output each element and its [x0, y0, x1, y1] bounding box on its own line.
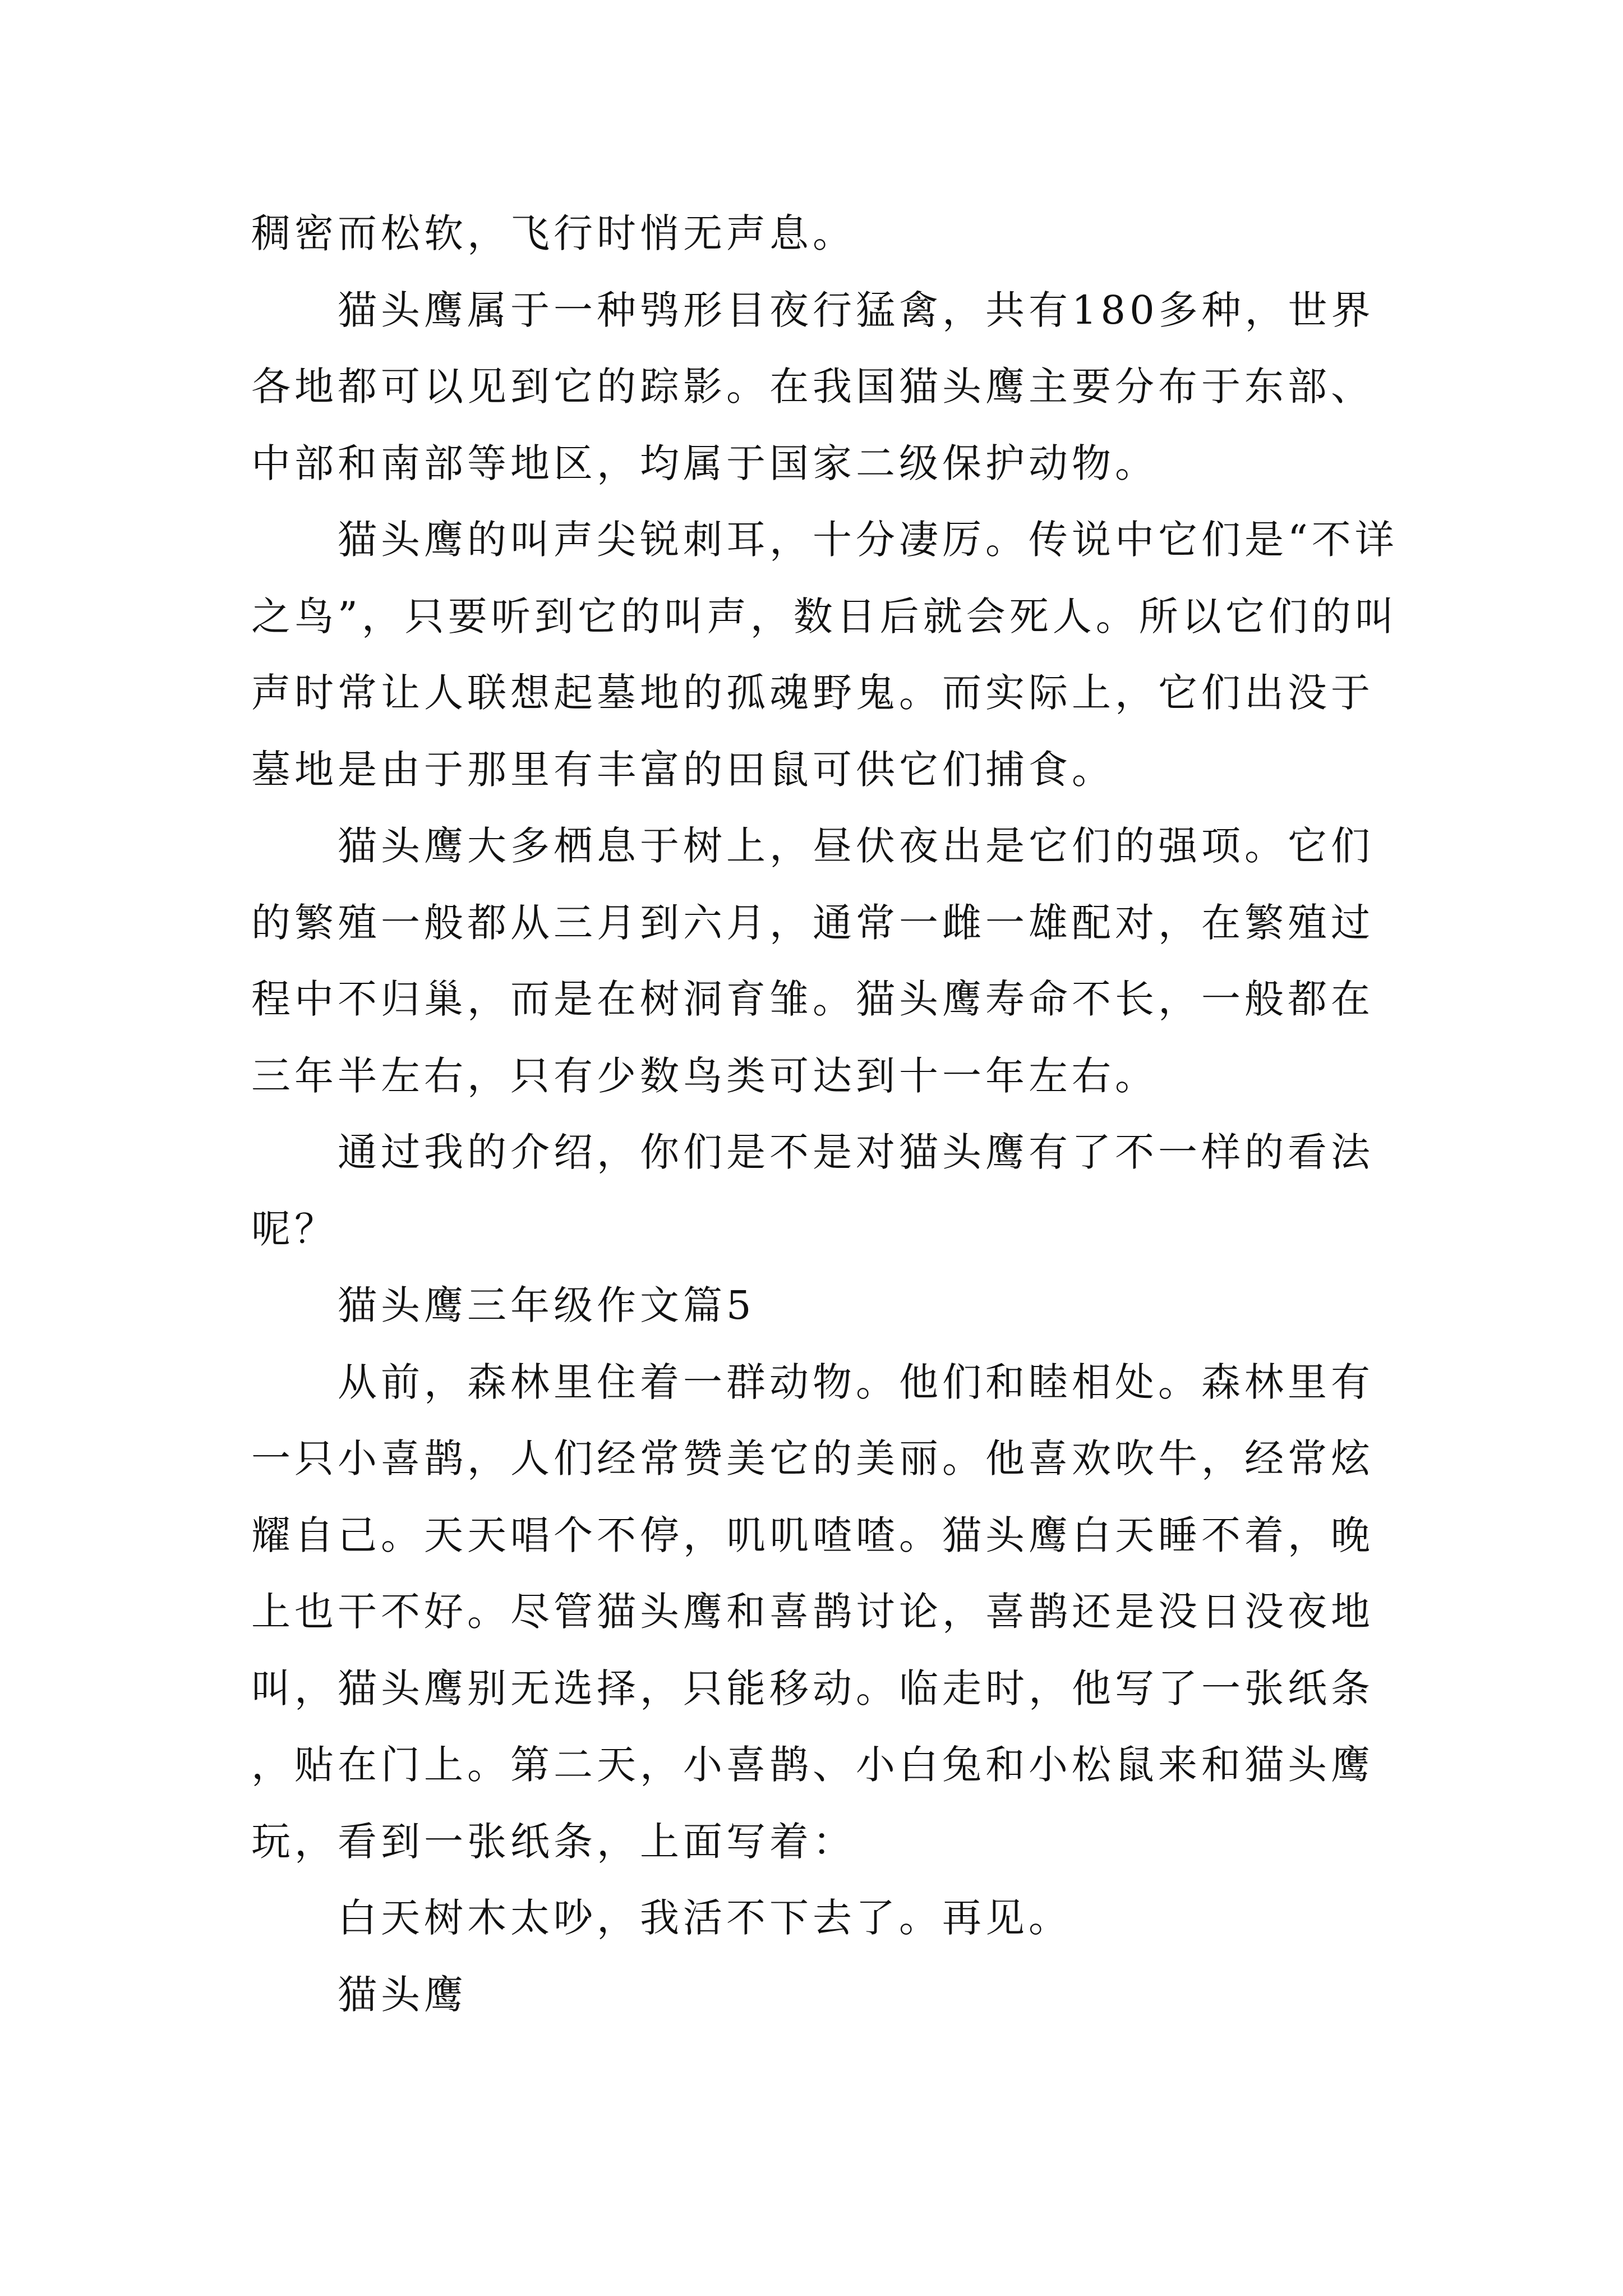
document-body [251, 195, 1401, 2033]
paragraph-signature: 猫头鹰 [338, 1971, 467, 2018]
paragraph-owl-classification: 猫头鹰属于一种鸮形目夜行猛禽，共有180多种，世界各地都可以见到它的踪影。在我国猫头鹰主要分布于东部、中部和南部等地区，均属于国家二级保护动物。 [251, 287, 1375, 486]
paragraph-story: 从前，森林里住着一群动物。他们和睦相处。森林里有一只小喜鹊，人们经常赞美它的美丽。他喜欢吹牛，经常炫耀自己。天天唱个不停，叽叽喳喳。猫头鹰白天睡不着，晚上也干不好。尽管猫头鹰和喜鹊讨论，喜鹊还是没日没夜地叫，猫头鹰别无选择，只能移动。临走时，他写了一张纸条，贴在门上。第二天，小喜鹊、小白兔和小松鼠来和猫头鹰玩，看到一张纸条，上面写着： [251, 1359, 1374, 1865]
section-heading: 猫头鹰三年级作文篇5 [338, 1282, 755, 1328]
paragraph-note: 白天树木太吵，我活不下去了。再见。 [338, 1895, 1072, 1941]
paragraph-owl-call: 猫头鹰的叫声尖锐刺耳，十分凄厉。传说中它们是“不详之鸟”，只要听到它的叫声，数日后就会死人。所以它们的叫声时常让人联想起墓地的孤魂野鬼。而实际上，它们出没于墓地是由于那里有丰富的田鼠可供它们捕食。 [251, 517, 1398, 793]
paragraph-continuation: 稠密而松软，飞行时悄无声息。 [251, 210, 856, 256]
paragraph-owl-habits: 猫头鹰大多栖息于树上，昼伏夜出是它们的强项。它们的繁殖一般都从三月到六月，通常一雌一雄配对，在繁殖过程中不归巢，而是在树洞育雏。猫头鹰寿命不长，一般都在三年半左右，只有少数鸟类可达到十一年左右。 [251, 823, 1374, 1099]
paragraph-conclusion: 通过我的介绍，你们是不是对猫头鹰有了不一样的看法呢？ [251, 1129, 1374, 1252]
